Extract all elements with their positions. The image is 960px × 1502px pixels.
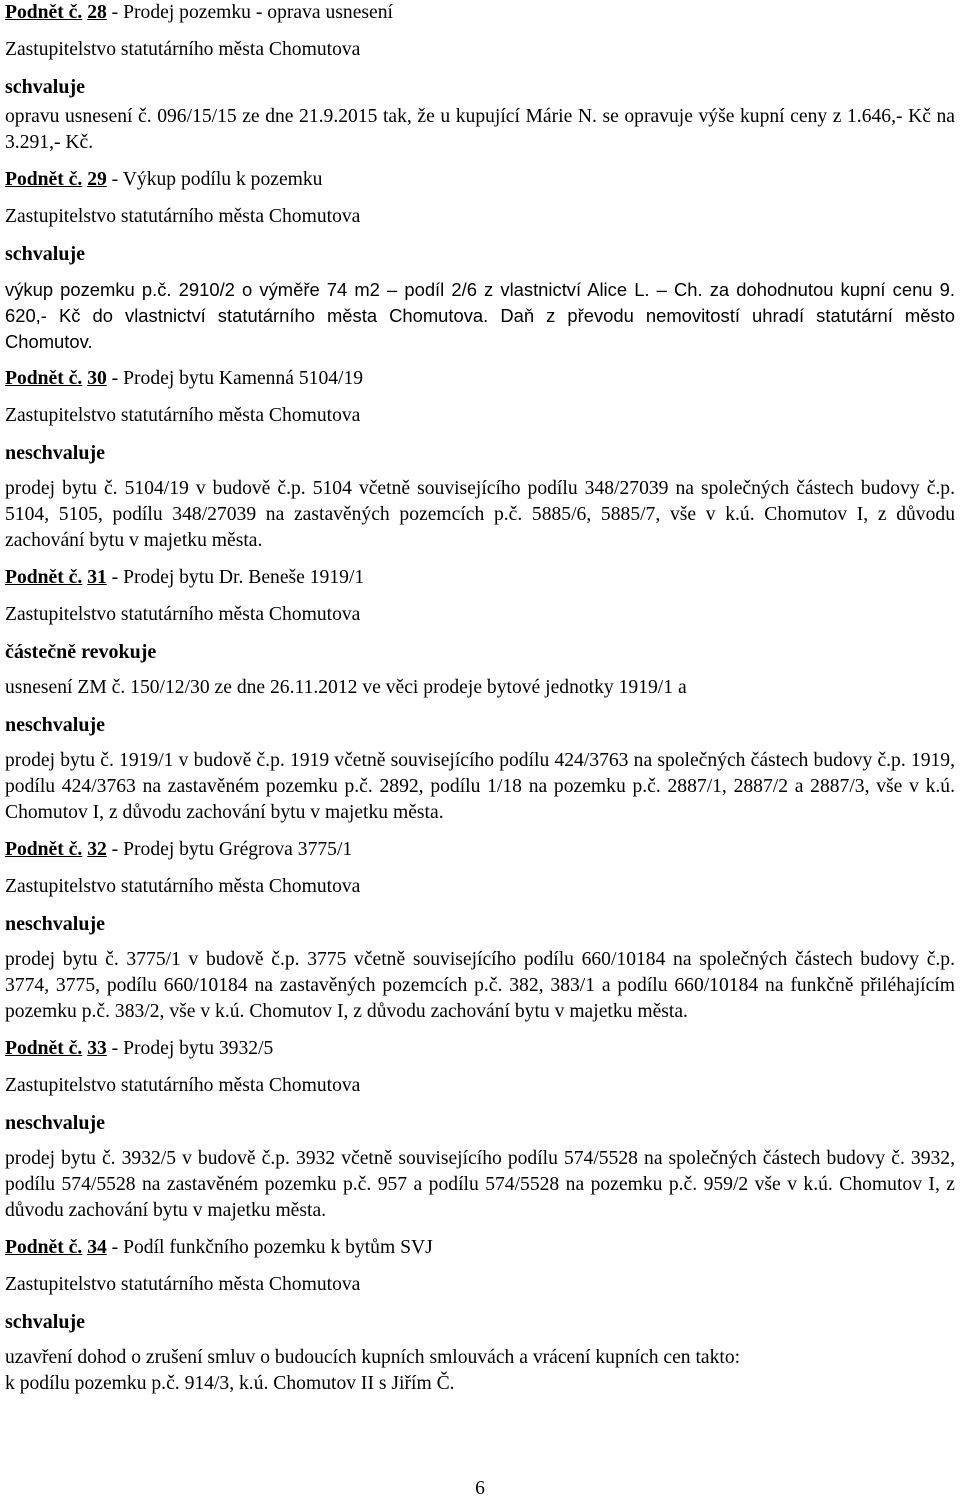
document-page bbox=[5, 0, 955, 1397]
council-name: Zastupitelstvo statutárního města Chomutova bbox=[5, 876, 361, 897]
resolution-text: opravu usnesení č. 096/15/15 ze dne 21.9.2015 tak, že u kupující Márie N. se opravuje výše kupní ceny z 1.646,- Kč na 3.291,- Kč. bbox=[5, 106, 955, 153]
council-name: Zastupitelstvo statutárního města Chomutova bbox=[5, 604, 361, 625]
section-heading bbox=[5, 167, 955, 193]
resolution-verb: schvaluje bbox=[5, 76, 85, 98]
heading-label: Podnět č. bbox=[5, 1038, 83, 1059]
council-name: Zastupitelstvo statutárního města Chomutova bbox=[5, 405, 361, 426]
heading-number: 31 bbox=[87, 567, 107, 588]
section-heading bbox=[5, 565, 955, 591]
resolution-34 bbox=[5, 1235, 955, 1397]
resolution-text: prodej bytu č. 3775/1 v budově č.p. 3775 včetně souvisejícího podílu 660/10184 na společných částech budovy č.p. 3774, 3775, podílu 660/10184 na zastavěných pozemcích p.č. 382, 383/1 a podílu 660/10184 na funkčně přiléhajícím pozemku p.č. 383/2, vše v k.ú. Chomutov I, z důvodu zachování bytu v majetku města. bbox=[5, 949, 955, 1022]
resolution-verb: schvaluje bbox=[5, 243, 85, 265]
resolution-31 bbox=[5, 565, 955, 826]
heading-label: Podnět č. bbox=[5, 169, 83, 190]
resolution-text: uzavření dohod o zrušení smluv o budoucích kupních smlouvách a vrácení kupních cen takto: k podílu pozemku p.č. 914/3, k.ú. Chomutov II s Jiřím Č. bbox=[5, 1347, 741, 1394]
resolution-30 bbox=[5, 366, 955, 554]
heading-subject: - Prodej pozemku - oprava usnesení bbox=[106, 2, 393, 23]
resolution-29 bbox=[5, 167, 955, 355]
heading-subject: - Výkup podílu k pozemku bbox=[106, 169, 323, 190]
heading-number: 32 bbox=[87, 839, 107, 860]
resolution-verb: neschvaluje bbox=[5, 1112, 105, 1134]
heading-subject: - Prodej bytu Grégrova 3775/1 bbox=[106, 839, 353, 860]
section-heading bbox=[5, 1235, 955, 1261]
heading-subject: - Podíl funkčního pozemku k bytům SVJ bbox=[106, 1237, 433, 1258]
heading-label: Podnět č. bbox=[5, 2, 83, 23]
section-heading bbox=[5, 0, 955, 26]
resolution-verb: neschvaluje bbox=[5, 714, 105, 736]
resolution-verb: neschvaluje bbox=[5, 913, 105, 935]
resolution-28 bbox=[5, 0, 955, 156]
council-name: Zastupitelstvo statutárního města Chomutova bbox=[5, 1075, 361, 1096]
resolution-33 bbox=[5, 1036, 955, 1224]
resolution-verb: částečně revokuje bbox=[5, 641, 157, 663]
resolution-text: prodej bytu č. 1919/1 v budově č.p. 1919 včetně souvisejícího podílu 424/3763 na společných částech budovy č.p. 1919, podílu 424/3763 na zastavěném pozemku p.č. 2892, podílu 1/18 na pozemku p.č. 2887/1, 2887/2 a 2887/3, vše v k.ú. Chomutov I, z důvodu zachování bytu v majetku města. bbox=[5, 750, 955, 823]
section-heading bbox=[5, 837, 955, 863]
council-name: Zastupitelstvo statutárního města Chomutova bbox=[5, 39, 361, 60]
heading-number: 34 bbox=[87, 1237, 107, 1258]
resolution-text: usnesení ZM č. 150/12/30 ze dne 26.11.2012 ve věci prodeje bytové jednotky 1919/1 a bbox=[5, 677, 687, 698]
heading-label: Podnět č. bbox=[5, 368, 83, 389]
heading-number: 30 bbox=[87, 368, 107, 389]
council-name: Zastupitelstvo statutárního města Chomutova bbox=[5, 206, 361, 227]
resolution-text: prodej bytu č. 3932/5 v budově č.p. 3932 včetně souvisejícího podílu 574/5528 na společných částech budovy č. 3932, podílu 574/5528 na zastavěném pozemku p.č. 957 a podílu 574/5528 na pozemku p.č. 959/2 vše v k.ú. Chomutov I, z důvodu zachování bytu v majetku města. bbox=[5, 1148, 955, 1221]
heading-label: Podnět č. bbox=[5, 1237, 83, 1258]
heading-number: 29 bbox=[87, 169, 107, 190]
heading-number: 33 bbox=[87, 1038, 107, 1059]
heading-subject: - Prodej bytu 3932/5 bbox=[106, 1038, 274, 1059]
heading-label: Podnět č. bbox=[5, 839, 83, 860]
heading-subject: - Prodej bytu Kamenná 5104/19 bbox=[106, 368, 364, 389]
council-name: Zastupitelstvo statutárního města Chomutova bbox=[5, 1274, 361, 1295]
resolution-32 bbox=[5, 837, 955, 1025]
resolution-verb: neschvaluje bbox=[5, 442, 105, 464]
section-heading bbox=[5, 366, 955, 392]
section-heading bbox=[5, 1036, 955, 1062]
resolution-text: prodej bytu č. 5104/19 v budově č.p. 5104 včetně souvisejícího podílu 348/27039 na společných částech budovy č.p. 5104, 5105, podílu 348/27039 na zastavěných pozemcích p.č. 5885/6, 5885/7, vše v k.ú. Chomutov I, z důvodu zachování bytu v majetku města. bbox=[5, 478, 955, 551]
page-number: 6 bbox=[475, 1478, 485, 1499]
resolution-text: výkup pozemku p.č. 2910/2 o výměře 74 m2 – podíl 2/6 z vlastnictví Alice L. – Ch. za dohodnutou kupní cenu 9. 620,- Kč do vlastnictví statutárního města Chomutova. Daň z převodu nemovitostí uhradí statutární město Chomutov. bbox=[5, 279, 955, 352]
heading-number: 28 bbox=[87, 2, 107, 23]
resolution-verb: schvaluje bbox=[5, 1311, 85, 1333]
heading-subject: - Prodej bytu Dr. Beneše 1919/1 bbox=[106, 567, 365, 588]
heading-label: Podnět č. bbox=[5, 567, 83, 588]
